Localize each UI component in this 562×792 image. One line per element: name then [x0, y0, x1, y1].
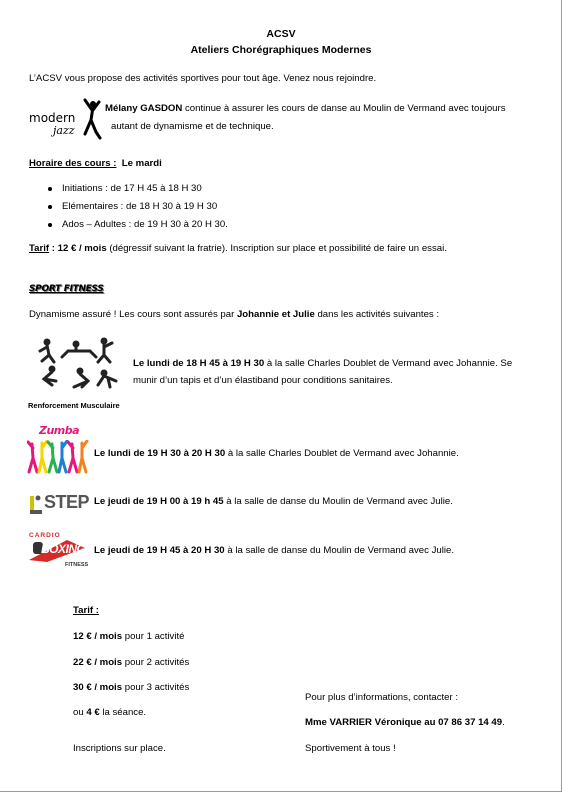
coaches: Johannie et Julie	[236, 309, 315, 320]
cardio-boxing-logo	[27, 532, 89, 572]
schedule-heading	[29, 158, 162, 169]
zumba-logo-text: Zumba	[39, 424, 80, 437]
step-when: Le jeudi de 19 H 00 à 19 h 45	[94, 496, 224, 507]
step-logo-text: STEP	[44, 492, 90, 512]
jazz-text-line1: Mélany GASDON continue à assurer les cours de danse au Moulin de Vermand avec toujours	[105, 103, 506, 114]
bullet	[48, 223, 52, 227]
teacher-name: Mélany GASDON	[105, 103, 183, 114]
tarif2-label: Tarif :	[73, 605, 99, 616]
contact-name-phone: Mme VARRIER Véronique au 07 86 37 14 49	[305, 717, 503, 728]
logo-modern-text: modern	[29, 111, 76, 125]
schedule-label: Horaire des cours :	[29, 158, 117, 169]
schedule-day: Le mardi	[121, 158, 162, 169]
tarif-row: 12 € / mois pour 1 activité	[73, 631, 185, 642]
boxing-logo-sub: FITNESS	[65, 562, 89, 568]
doc-subtitle: Ateliers Chorégraphiques Modernes	[190, 44, 372, 56]
renfo-line1: Le lundi de 18 H 45 à 19 H 30 à la salle Charles Doublet de Vermand avec Johannie. Se	[133, 358, 513, 369]
tarif-seance: ou 4 € la séance.	[73, 707, 147, 718]
inscriptions-text: Inscriptions sur place.	[73, 743, 166, 754]
dancer-icon	[81, 96, 103, 140]
zumba-dancers-icon	[27, 440, 89, 476]
boxing-when: Le jeudi de 19 H 45 à 20 H 30	[94, 545, 225, 556]
list-item: Initiations : de 17 H 45 à 18 H 30	[62, 183, 202, 194]
sport-intro: Dynamisme assuré ! Les cours sont assurés par Johannie et Julie dans les activités suivantes :	[29, 309, 440, 320]
boxing-logo-main: BOXING	[41, 542, 86, 556]
list-item: Elémentaires : de 18 H 30 à 19 H 30	[62, 201, 218, 212]
tarif-line: Tarif : 12 € / mois (dégressif suivant la fratrie). Inscription sur place et possibilité de faire un essai.	[29, 243, 447, 254]
doc-title: ACSV	[266, 28, 296, 40]
contact-line2: Mme VARRIER Véronique au 07 86 37 14 49.	[305, 717, 505, 728]
sport-fitness-heading: SPORT FITNESS	[29, 284, 104, 294]
zumba-logo	[27, 424, 89, 478]
logo-jazz-text: jazz	[53, 124, 75, 137]
tarif-price: 12 € / mois	[57, 243, 107, 254]
tarif-row: 30 € / mois pour 3 activités	[73, 682, 190, 693]
fitness-exercises-icon	[38, 335, 120, 391]
modern-jazz-logo	[29, 96, 101, 142]
renfo-line2: munir d’un tapis et d’un élastiband pour conditions sanitaires.	[133, 375, 393, 386]
boxing-logo-top: CARDIO	[29, 532, 61, 539]
step-line: Le jeudi de 19 H 00 à 19 h 45 à la salle de danse du Moulin de Vermand avec Julie.	[94, 496, 453, 507]
bullet	[48, 205, 52, 209]
contact-line1: Pour plus d’informations, contacter :	[305, 692, 459, 703]
contact-line3: Sportivement à tous !	[305, 743, 396, 754]
renfo-caption: Renforcement Musculaire	[28, 401, 120, 410]
intro-text: L’ACSV vous propose des activités sportives pour tout âge. Venez nous rejoindre.	[29, 73, 377, 84]
step-logo	[30, 492, 88, 516]
list-item: Ados – Adultes : de 19 H 30 à 20 H 30.	[62, 219, 228, 230]
tarif-row: 22 € / mois pour 2 activités	[73, 657, 190, 668]
step-figure-icon	[30, 494, 42, 514]
zumba-line: Le lundi de 19 H 30 à 20 H 30 à la salle Charles Doublet de Vermand avec Johannie.	[94, 448, 459, 459]
bullet	[48, 187, 52, 191]
boxing-line: Le jeudi de 19 H 45 à 20 H 30 à la salle de danse du Moulin de Vermand avec Julie.	[94, 545, 454, 556]
renfo-when: Le lundi de 18 H 45 à 19 H 30	[133, 358, 265, 369]
zumba-when: Le lundi de 19 H 30 à 20 H 30	[94, 448, 226, 459]
jazz-text-line2: autant de dynamisme et de technique.	[111, 121, 274, 132]
